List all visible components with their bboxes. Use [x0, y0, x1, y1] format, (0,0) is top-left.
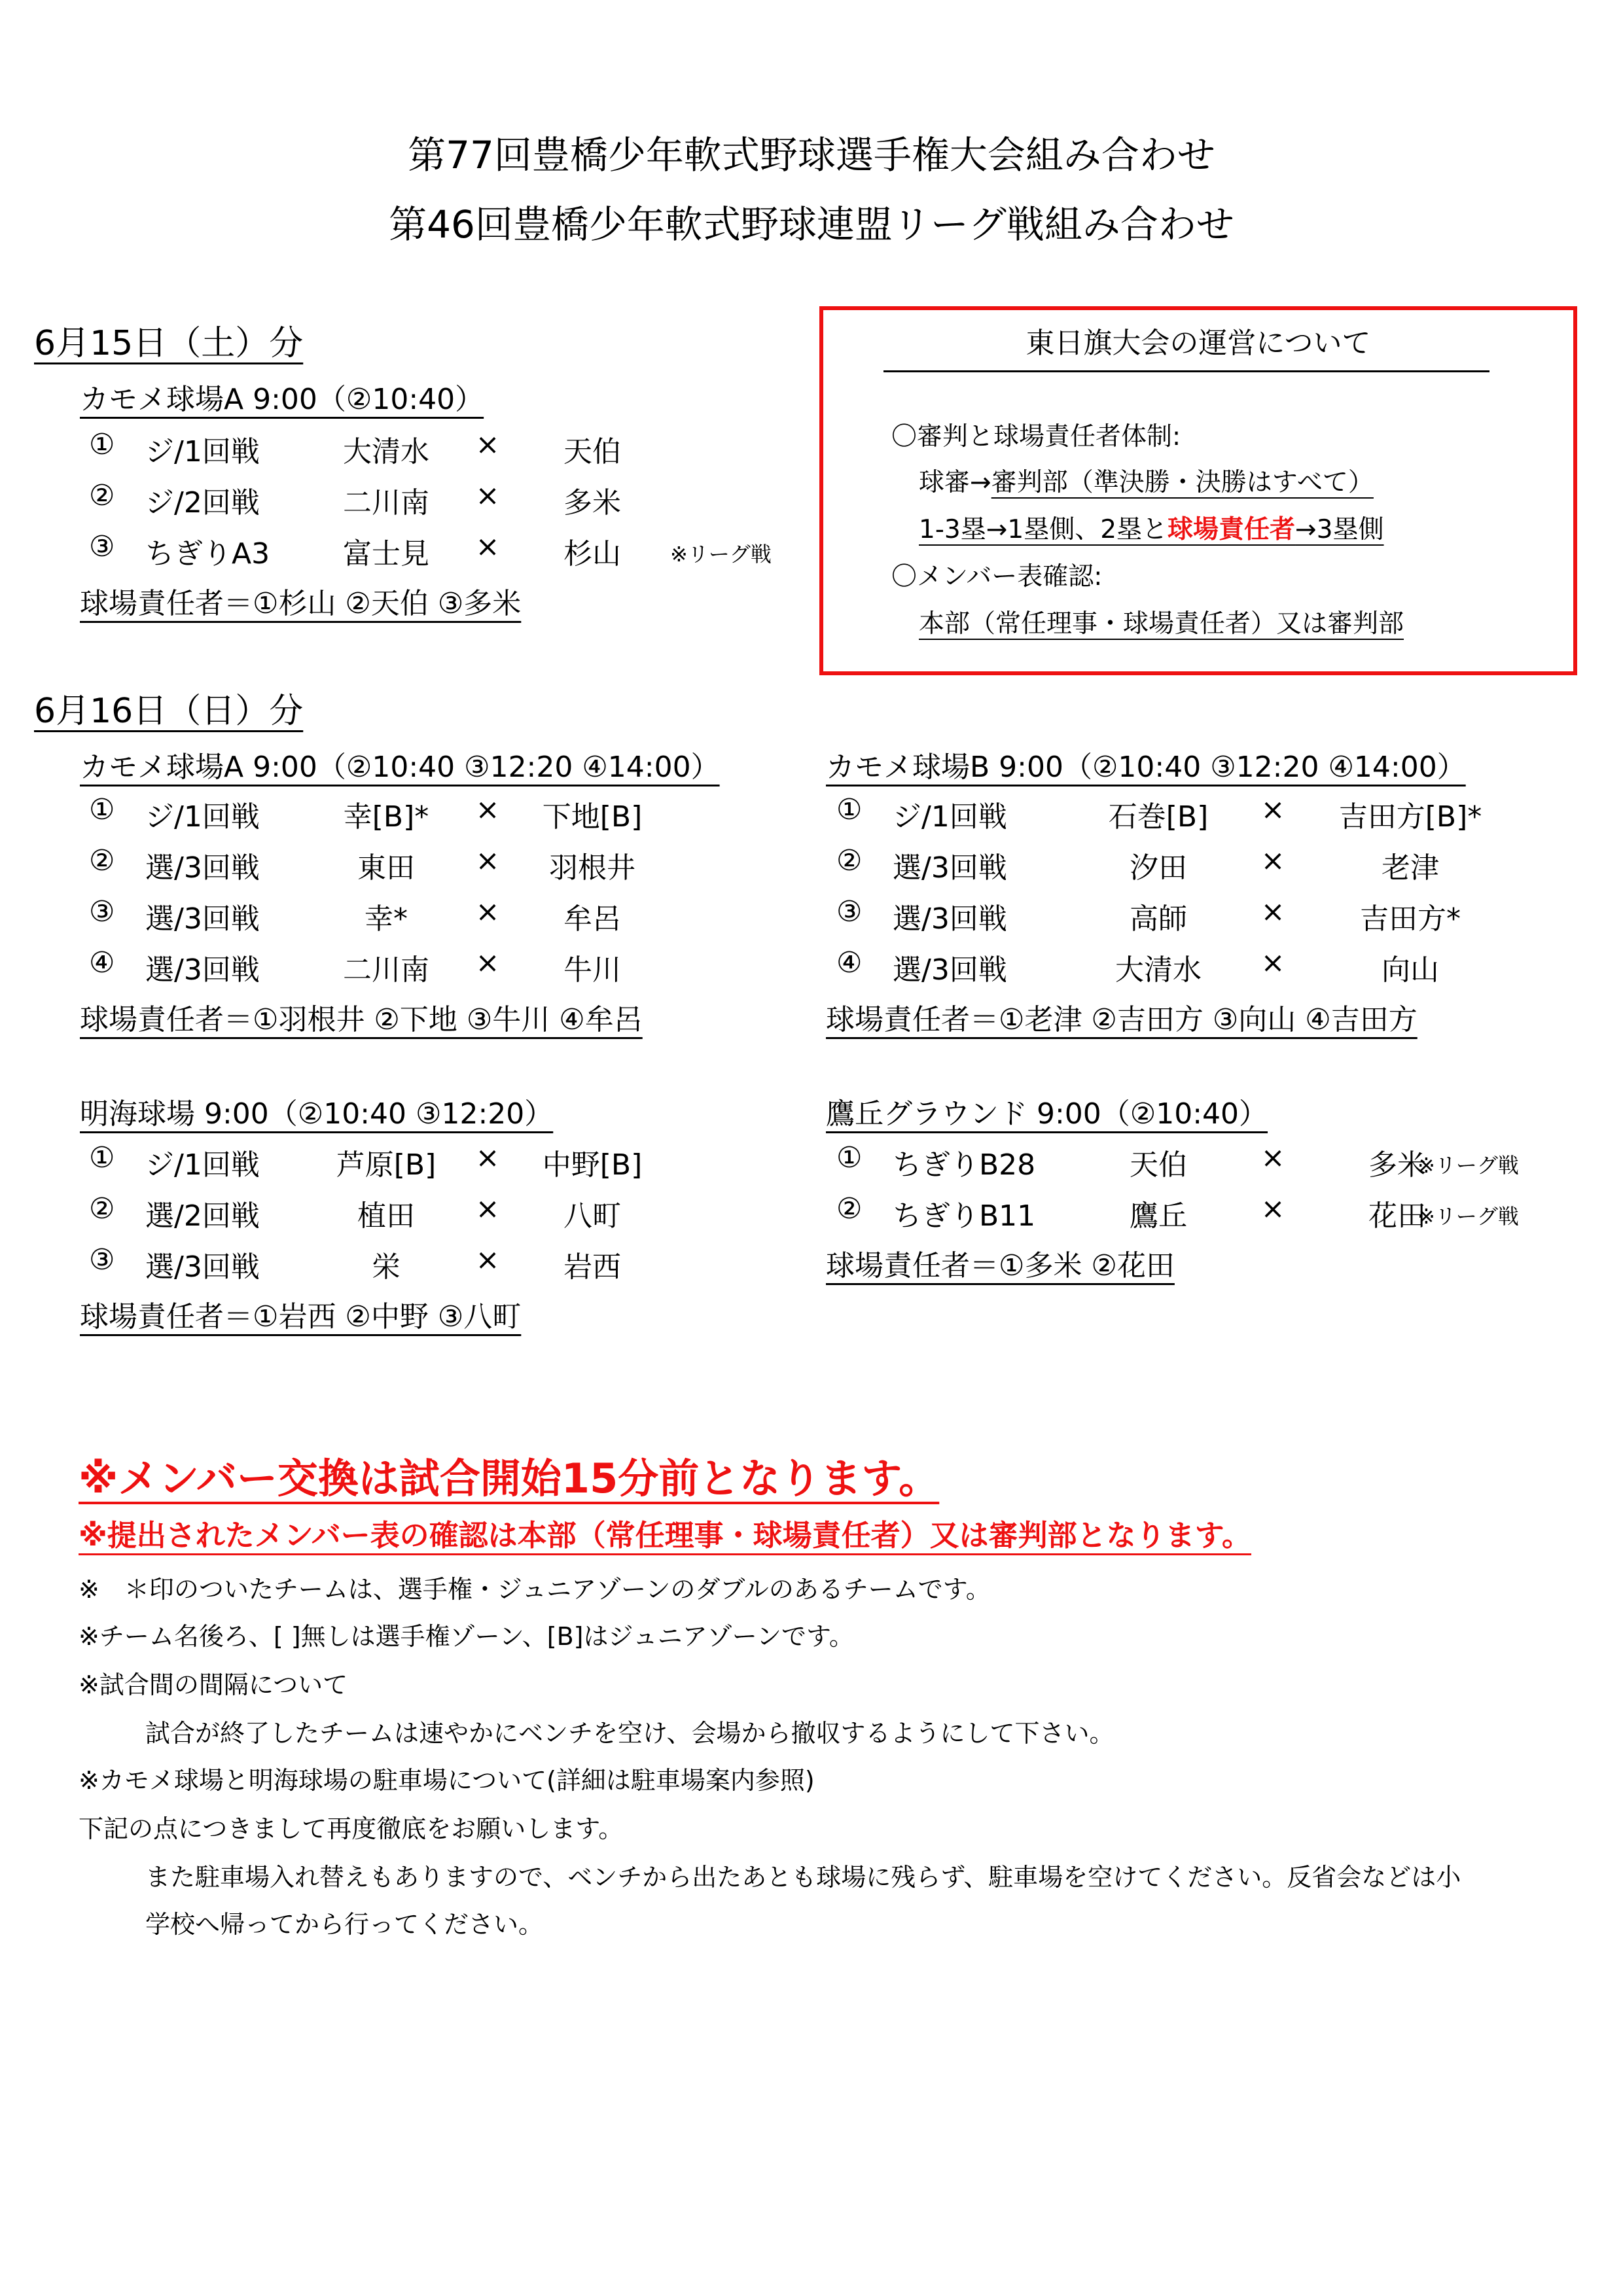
- home-team: 大清水: [343, 435, 429, 468]
- vs-mark: ×: [1260, 946, 1285, 980]
- away-team: 八町: [563, 1199, 621, 1233]
- match-type: 選/3回戦: [145, 953, 260, 987]
- footer-note-interval-detail: 試合が終了したチームは速やかにベンチを空け、会場から撤収するようにして下さい。: [145, 1719, 1115, 1748]
- day1-date: 6月15日（土）分: [34, 324, 304, 363]
- notice-line-bases: [919, 509, 1384, 546]
- home-team: 高師: [1130, 902, 1187, 936]
- away-team: 向山: [1382, 953, 1439, 987]
- takaoka-responsible: 球場責任者＝①多米 ②花田: [826, 1249, 1175, 1282]
- vs-mark: ×: [475, 844, 500, 877]
- vs-mark: ×: [1260, 1192, 1285, 1226]
- home-team: 天伯: [1130, 1148, 1187, 1182]
- notice-plate-value: 審判部（準決勝・決勝はすべて）: [991, 468, 1374, 497]
- vs-mark: ×: [475, 946, 500, 980]
- day1-match-row: [0, 428, 812, 468]
- notice-box-title: 東日旗大会の運営について: [1026, 327, 1371, 360]
- home-team: 栄: [372, 1250, 401, 1284]
- vs-mark: ×: [1260, 793, 1285, 826]
- day1-responsible: 球場責任者＝①杉山 ②天伯 ③多米: [80, 587, 522, 620]
- vs-mark: ×: [475, 428, 500, 461]
- match-type: ジ/1回戦: [145, 800, 260, 834]
- meikai-match-row: [0, 1192, 812, 1233]
- vs-mark: ×: [475, 895, 500, 928]
- match-type: ちぎりA3: [145, 537, 270, 571]
- away-team: 牛川: [563, 953, 621, 987]
- match-number: ③: [89, 530, 115, 563]
- footer-note-parking-detail-1: また駐車場入れ替えもありますので、ベンチから出たあとも球場に残らず、駐車場を空けてください。反省会などは小: [145, 1863, 1461, 1892]
- footer-note-request: 下記の点につきまして再度徹底をお願いします。: [79, 1814, 624, 1843]
- away-team: 吉田方[B]*: [1338, 800, 1482, 834]
- match-type: 選/3回戦: [145, 1250, 260, 1284]
- venue-meikai-title: 明海球場 9:00（②10:40 ③12:20）: [80, 1097, 554, 1131]
- day1-match-row: [0, 530, 812, 571]
- footer-note-parking-detail-2: 学校へ帰ってから行ってください。: [145, 1910, 544, 1939]
- member-exchange-warning: ※メンバー交換は試合開始15分前となります。: [79, 1455, 940, 1502]
- match-type: 選/3回戦: [893, 953, 1007, 987]
- match-type: 選/2回戦: [145, 1199, 260, 1233]
- notice-box-divider: [883, 370, 1489, 372]
- vs-mark: ×: [475, 1243, 500, 1277]
- venue-kamome-b-title: カモメ球場B 9:00（②10:40 ③12:20 ④14:00）: [826, 751, 1466, 784]
- meikai-responsible: 球場責任者＝①岩西 ②中野 ③八町: [80, 1300, 522, 1333]
- league-note: ※リーグ戦: [1418, 1153, 1519, 1178]
- match-type: 選/3回戦: [145, 851, 260, 885]
- kamome-b-match-row: [746, 793, 1610, 834]
- sub-title: 第46回豊橋少年軟式野球連盟リーグ戦組み合わせ: [389, 202, 1234, 247]
- vs-mark: ×: [475, 530, 500, 563]
- kamome-b-match-row: [746, 946, 1610, 987]
- away-team: 岩西: [563, 1250, 621, 1284]
- match-number: ①: [89, 1141, 115, 1174]
- match-number: ④: [89, 946, 115, 980]
- away-team: 牟呂: [563, 902, 621, 936]
- away-team: 多米: [563, 486, 621, 520]
- match-number: ①: [89, 428, 115, 461]
- kamome-b-match-row: [746, 844, 1610, 885]
- match-number: ④: [836, 946, 863, 980]
- kamome-a-match-row: [0, 895, 812, 936]
- away-team: 杉山: [563, 537, 621, 571]
- match-type: ジ/1回戦: [893, 800, 1007, 834]
- away-team: 多米: [1368, 1148, 1426, 1182]
- match-number: ①: [836, 1141, 863, 1174]
- kamome-b-match-row: [746, 895, 1610, 936]
- vs-mark: ×: [475, 1141, 500, 1174]
- match-number: ①: [89, 793, 115, 826]
- day1-venue-title: カモメ球場A 9:00（②10:40）: [80, 383, 484, 416]
- home-team: 芦原[B]: [336, 1148, 437, 1182]
- match-type: ジ/1回戦: [145, 1148, 260, 1182]
- vs-mark: ×: [475, 1192, 500, 1226]
- away-team: 天伯: [563, 435, 621, 468]
- match-type: 選/3回戦: [893, 851, 1007, 885]
- member-list-warning: ※提出されたメンバー表の確認は本部（常任理事・球場責任者）又は審判部となります。: [79, 1518, 1252, 1553]
- home-team: 植田: [357, 1199, 415, 1233]
- match-number: ②: [836, 844, 863, 877]
- vs-mark: ×: [1260, 1141, 1285, 1174]
- home-team: 富士見: [343, 537, 429, 571]
- match-type: ちぎりB11: [893, 1199, 1036, 1233]
- away-team: 中野[B]: [542, 1148, 643, 1182]
- footer-note-interval: ※試合間の間隔について: [79, 1670, 348, 1699]
- match-type: 選/3回戦: [893, 902, 1007, 936]
- home-team: 鷹丘: [1130, 1199, 1187, 1233]
- league-note: ※リーグ戦: [670, 542, 772, 567]
- venue-kamome-a-title: カモメ球場A 9:00（②10:40 ③12:20 ④14:00）: [80, 751, 720, 784]
- home-team: 二川南: [343, 486, 429, 520]
- notice-line-plate: [919, 462, 1374, 499]
- match-number: ②: [89, 1192, 115, 1226]
- kamome-a-responsible: 球場責任者＝①羽根井 ②下地 ③牛川 ④牟呂: [80, 1003, 643, 1036]
- match-number: ③: [836, 895, 863, 928]
- match-number: ①: [836, 793, 863, 826]
- day1-match-row: [0, 479, 812, 520]
- footer-note-parking: ※カモメ球場と明海球場の駐車場について(詳細は駐車場案内参照): [79, 1766, 815, 1795]
- match-number: ②: [89, 844, 115, 877]
- vs-mark: ×: [1260, 895, 1285, 928]
- away-team: 老津: [1382, 851, 1439, 885]
- venue-takaoka-title: 鷹丘グラウンド 9:00（②10:40）: [826, 1097, 1268, 1131]
- footer-note-zone: ※チーム名後ろ、[ ]無しは選手権ゾーン、[B]はジュニアゾーンです。: [79, 1622, 854, 1651]
- notice-line-member: 〇メンバー表確認:: [891, 562, 1103, 592]
- home-team: 幸[B]*: [343, 800, 429, 834]
- meikai-match-row: [0, 1141, 812, 1182]
- takaoka-match-row: [746, 1192, 1610, 1233]
- footer-note-double: ※ ＊印のついたチームは、選手権・ジュニアゾーンのダブルのあるチームです。: [79, 1575, 991, 1604]
- kamome-a-match-row: [0, 844, 812, 885]
- match-number: ②: [836, 1192, 863, 1226]
- match-type: 選/3回戦: [145, 902, 260, 936]
- notice-bases-a: 1-3塁→1塁側、2塁と: [919, 515, 1168, 544]
- vs-mark: ×: [475, 793, 500, 826]
- away-team: 花田: [1368, 1199, 1426, 1233]
- takaoka-match-row: [746, 1141, 1610, 1182]
- vs-mark: ×: [475, 479, 500, 512]
- match-type: ジ/2回戦: [145, 486, 260, 520]
- kamome-a-match-row: [0, 793, 812, 834]
- vs-mark: ×: [1260, 844, 1285, 877]
- home-team: 東田: [357, 851, 415, 885]
- meikai-match-row: [0, 1243, 812, 1284]
- home-team: 大清水: [1115, 953, 1202, 987]
- kamome-a-match-row: [0, 946, 812, 987]
- match-type: ちぎりB28: [893, 1148, 1036, 1182]
- match-number: ③: [89, 1243, 115, 1277]
- home-team: 幸*: [365, 902, 408, 936]
- notice-line-umpire: 〇審判と球場責任者体制:: [891, 422, 1181, 451]
- kamome-b-responsible: 球場責任者＝①老津 ②吉田方 ③向山 ④吉田方: [826, 1003, 1418, 1036]
- league-note: ※リーグ戦: [1418, 1204, 1519, 1229]
- main-title: 第77回豊橋少年軟式野球選手権大会組み合わせ: [408, 133, 1215, 177]
- away-team: 下地[B]: [542, 800, 643, 834]
- notice-bases-c: →3塁側: [1295, 515, 1384, 544]
- away-team: 吉田方*: [1360, 902, 1461, 936]
- match-number: ③: [89, 895, 115, 928]
- notice-line-confirm: 本部（常任理事・球場責任者）又は審判部: [919, 609, 1404, 639]
- home-team: 二川南: [343, 953, 429, 987]
- home-team: 汐田: [1130, 851, 1187, 885]
- notice-bases-highlight: 球場責任者: [1168, 515, 1296, 544]
- home-team: 石巻[B]: [1108, 800, 1209, 834]
- away-team: 羽根井: [549, 851, 635, 885]
- notice-plate-label: 球審→: [919, 468, 991, 497]
- day2-date: 6月16日（日）分: [34, 692, 304, 731]
- match-type: ジ/1回戦: [145, 435, 260, 468]
- match-number: ②: [89, 479, 115, 512]
